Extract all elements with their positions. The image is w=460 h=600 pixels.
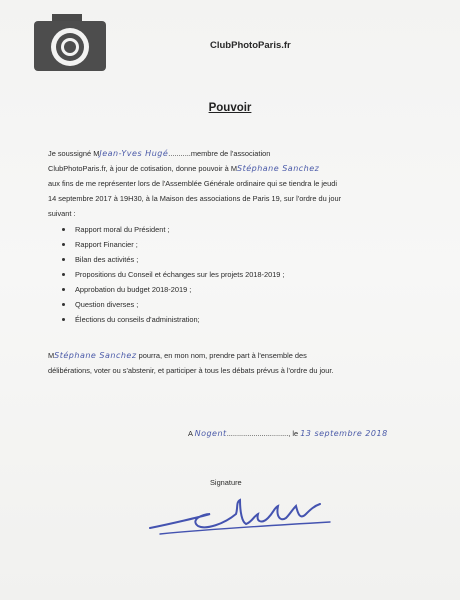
camera-icon: [30, 12, 110, 72]
agenda-item: Bilan des activités ;: [62, 252, 402, 267]
site-name: ClubPhotoParis.fr: [210, 40, 291, 51]
declaration-line-1: Je soussigné MJean-Yves Hugé...........membre de l'association: [48, 149, 271, 158]
proxy-name-handwritten: Stéphane Sanchez: [236, 164, 320, 173]
signature-image: [140, 484, 350, 544]
date-handwritten: 13 septembre 2018: [300, 429, 388, 438]
agenda-item: Question diverses ;: [62, 297, 402, 312]
signature-label: Signature: [210, 478, 242, 487]
proxy-name-handwritten-2: Stéphane Sanchez: [54, 351, 137, 360]
powers-line-2: délibérations, voter ou s'abstenir, et participer à tous les débats prévus à l'ordre du jour.: [48, 366, 334, 375]
place-handwritten: Nogent: [194, 429, 227, 438]
declaration-line-4: 14 septembre 2017 à 19H30, à la Maison des associations de Paris 19, sur l'ordre du jour: [48, 194, 342, 203]
agenda-list: [62, 222, 402, 327]
agenda-item: Rapport Financier ;: [62, 237, 402, 252]
declaration-line-3: aux fins de me représenter lors de l'Assemblée Générale ordinaire qui se tiendra le jeudi: [48, 179, 337, 188]
agenda-item: Approbation du budget 2018-2019 ;: [62, 282, 402, 297]
declaration-line-5: suivant :: [48, 209, 76, 218]
agenda-item: Propositions du Conseil et échanges sur les projets 2018-2019 ;: [62, 267, 402, 282]
place-date-line: A Nogent.............................., le 13 septembre 2018: [188, 429, 388, 438]
agenda-item: Élections du conseils d'administration;: [62, 312, 402, 327]
agenda-item: Rapport moral du Président ;: [62, 222, 402, 237]
page-title: Pouvoir: [208, 102, 252, 114]
member-name-handwritten: Jean-Yves Hugé: [99, 149, 169, 158]
declaration-line-2: ClubPhotoParis.fr, à jour de cotisation, donne pouvoir à MStéphane Sanchez: [48, 164, 320, 173]
powers-line-1: MStéphane Sanchez pourra, en mon nom, prendre part à l'ensemble des: [48, 351, 307, 360]
